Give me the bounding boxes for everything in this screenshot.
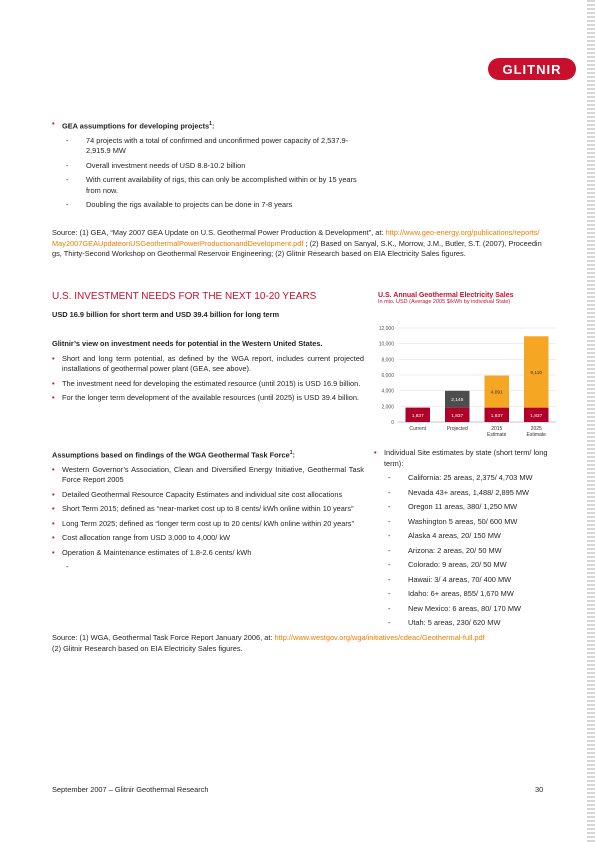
gea-title: • GEA assumptions for developing projects$^1$: [52, 119, 215, 131]
list-item: - Doubling the rigs available to projects can be done in 7-8 years [62, 200, 364, 211]
trailing-dash: - [66, 562, 69, 572]
page-number: 30 [535, 785, 544, 794]
y-tick-label: 6,000 [381, 373, 394, 379]
bar-label: 9,110 [530, 370, 543, 376]
y-tick-label: 4,000 [381, 388, 394, 395]
glitnir-logo: GLITNIR [488, 58, 576, 80]
bar-label: 4,091 [490, 390, 503, 396]
list-item: - Hawaii: 3/ 4 areas, 70/ 400 MW [384, 575, 558, 586]
x-tick-label: Estimate [526, 432, 546, 438]
list-item: - Alaska 4 areas, 20/ 150 MW [384, 531, 558, 542]
list-item: • Short and long term potential, as defined by the WGA report, includes current projected installations of geothermal power plant (GEA, see above). [52, 354, 364, 375]
states-intro: • Individual Site estimates by state (short term/ long term): [374, 448, 558, 469]
decorative-border [587, 0, 595, 842]
investment-bullets [52, 354, 364, 404]
x-tick-label: Current [409, 426, 427, 432]
bar-label: 1,837 [530, 413, 543, 419]
list-item: - Nevada 43+ areas, 1,488/ 2,895 MW [384, 488, 558, 499]
bar-label: 1,837 [411, 413, 424, 419]
x-tick-label: 2015 [491, 426, 503, 432]
list-item: - Utah: 5 areas, 230/ 620 MW [384, 618, 558, 629]
section-subheading: USD 16.9 billion for short term and USD 39.4 billion for long term [52, 310, 280, 319]
wga-bullets [52, 465, 364, 559]
list-item: • The investment need for developing the estimated resource (until 2015) is USD 16.9 billion. [52, 379, 364, 390]
list-item: - Oregon 11 areas, 380/ 1,250 MW [384, 502, 558, 513]
source-note-1: Source: (1) GEA, “May 2007 GEA Update on U.S. Geothermal Power Production & Development”, at: http://www.geo-energy.org/publications/reports/May2007GEAUpdateonUSGeothermalPowerProductionandDevelopment.pdf ; (2) Based on Sanyal, S.K., Morrow, J.M., Butler, S.T. (2007), Proceedings, Thirty-Second Workshop on Geothermal Reservoir Engineering; (2) Glitnir Research based on EIA Electricity Sales figures. [52, 228, 542, 258]
source-link-1[interactable]: http://www.geo-energy.org/publications/reports/May2007GEAUpdateonUSGeothermalPowerProductionandDevelopment.pdf [52, 228, 540, 248]
list-item: • Cost allocation range from USD 3,000 to 4,000/ kW [52, 533, 364, 544]
investment-view [52, 339, 364, 408]
bar-chart [360, 322, 560, 444]
states-list [374, 473, 558, 629]
list-item: - Idaho: 6+ areas, 855/ 1,670 MW [384, 589, 558, 600]
x-tick-label: 2025 [530, 426, 542, 432]
list-item: • Detailed Geothermal Resource Capacity Estimates and individual site cost allocations [52, 490, 364, 501]
list-item: - 74 projects with a total of confirmed and unconfirmed power capacity of 2,537.9-2,915.9 MW [62, 136, 364, 157]
chart-header [378, 292, 558, 305]
bar-label: 1,837 [490, 413, 503, 419]
list-item: - Colorado: 9 areas, 20/ 50 MW [384, 560, 558, 571]
wga-section [52, 448, 364, 573]
list-item: - Washington 5 areas, 50/ 600 MW [384, 517, 558, 528]
bar-label: 1,837 [451, 413, 464, 419]
list-item: • Long Term 2025; defined as “longer term cost up to 20 cents/ kWh online within 20 years” [52, 519, 364, 530]
wga-title: Assumptions based on findings of the WGA Geothermal Task Force$^1$: [52, 450, 296, 460]
gea-list [52, 136, 364, 211]
states-intro-list [374, 448, 558, 469]
bar-label: 2,145 [451, 398, 464, 404]
list-item: - California: 25 areas, 2,375/ 4,703 MW [384, 473, 558, 484]
y-tick-label: 8,000 [381, 357, 394, 364]
states-section [374, 448, 558, 633]
gea-section [52, 119, 364, 215]
y-tick-label: 0 [391, 420, 394, 426]
x-tick-label: Estimate [487, 432, 507, 438]
chart-subtitle: In mio. USD (Average 2005 $/kWh by individual State) [378, 299, 511, 305]
list-item: • Western Governor’s Association, Clean and Diversified Energy Initiative, Geothermal Task Force Report 2005 [52, 465, 364, 486]
list-item: - With current availability of rigs, this can only be accomplished within or by 15 years from now. [62, 175, 364, 196]
footer-left: September 2007 – Glitnir Geothermal Research [52, 785, 209, 794]
list-item: • Operation & Maintenance estimates of 1.8-2.6 cents/ kWh [52, 548, 364, 559]
source-link-2[interactable]: http://www.westgov.org/wga/initiatives/cdeac/Geothermal-full.pdf [274, 633, 485, 642]
y-tick-label: 2,000 [381, 404, 394, 411]
x-tick-label: Projected [446, 426, 468, 432]
y-tick-label: 10,000 [378, 341, 394, 348]
view-title: Glitnir’s view on investment needs for potential in the Western United States. [52, 339, 323, 348]
section-heading: U.S. INVESTMENT NEEDS FOR THE NEXT 10-20 YEARS [52, 291, 317, 302]
list-item: • Short Term 2015; defined as “near-market cost up to 8 cents/ kWh online within 10 years” [52, 504, 364, 515]
list-item: • For the longer term development of the available resources (until 2025) is USD 39.4 billion. [52, 393, 364, 404]
list-item: - New Mexico: 6 areas, 80/ 170 MW [384, 604, 558, 615]
source-note-2: Source: (1) WGA, Geothermal Task Force Report January 2006, at: http://www.westgov.org/wga/initiatives/cdeac/Geothermal-full.pdf (2) Glitnir Research based on EIA Electricity Sales figures. [52, 633, 485, 653]
chart-title: U.S. Annual Geothermal Electricity Sales [378, 292, 514, 299]
list-item: - Arizona: 2 areas, 20/ 50 MW [384, 546, 558, 557]
list-item: - Overall investment needs of USD 8.8-10.2 billion [62, 161, 364, 172]
y-tick-label: 12,000 [378, 326, 394, 332]
